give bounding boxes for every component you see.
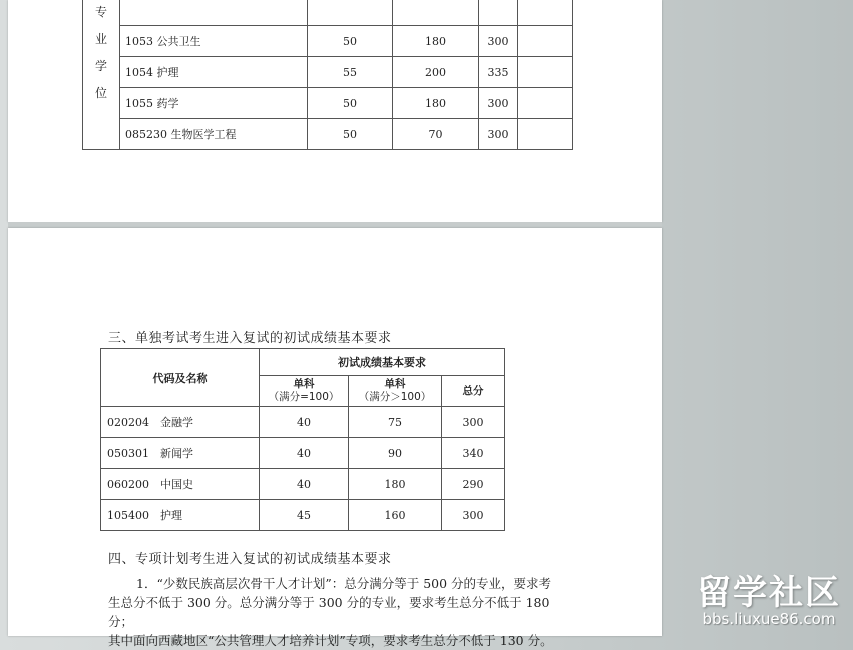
major-code: 105400 护理 xyxy=(101,500,260,531)
table-row xyxy=(101,469,505,500)
professional-degree-table xyxy=(82,0,573,150)
table-row xyxy=(101,500,505,531)
side-char: 学 xyxy=(94,58,107,73)
major-name: 085230 生物医学工程 xyxy=(120,119,308,150)
watermark-logo: 留学社区 xyxy=(697,573,841,613)
special-plan-paragraph xyxy=(108,574,578,650)
score-cell: 200 xyxy=(393,57,479,88)
header-total xyxy=(442,376,505,407)
score-cell: 160 xyxy=(349,500,442,531)
table-cell xyxy=(518,119,573,150)
score-cell: 40 xyxy=(260,469,349,500)
score-cell: 180 xyxy=(393,88,479,119)
score-cell: 180 xyxy=(349,469,442,500)
header-line: 单科 xyxy=(293,378,315,390)
table-cell xyxy=(479,0,518,26)
major-code: 060200 中国史 xyxy=(101,469,260,500)
section-3-heading: 三、单独考试考生进入复试的初试成绩基本要求 xyxy=(108,331,392,346)
table-cell xyxy=(120,0,308,26)
major-code: 020204 金融学 xyxy=(101,407,260,438)
major-name: 1053 公共卫生 xyxy=(120,26,308,57)
table-cell xyxy=(518,26,573,57)
score-cell: 40 xyxy=(260,438,349,469)
paragraph-line: 其中面向西藏地区“公共管理人才培养计划”专项，要求考生总分不低于 130 分。 xyxy=(108,633,553,648)
header-single-100 xyxy=(260,376,349,407)
score-cell: 300 xyxy=(479,26,518,57)
score-cell: 50 xyxy=(308,26,393,57)
side-char: 位 xyxy=(94,85,107,100)
score-cell: 300 xyxy=(442,500,505,531)
score-cell: 70 xyxy=(393,119,479,150)
site-watermark xyxy=(697,565,841,628)
header-single-over-100 xyxy=(349,376,442,407)
score-cell: 50 xyxy=(308,119,393,150)
header-code-name: 代码及名称 xyxy=(101,349,260,407)
major-name: 1055 药学 xyxy=(120,88,308,119)
professional-degree-label xyxy=(83,0,120,150)
score-cell: 55 xyxy=(308,57,393,88)
table-row xyxy=(101,407,505,438)
table-row xyxy=(83,88,573,119)
score-cell: 50 xyxy=(308,88,393,119)
major-code: 050301 新闻学 xyxy=(101,438,260,469)
table-cell xyxy=(308,0,393,26)
header-line: 总分 xyxy=(462,384,484,397)
table-cell xyxy=(518,57,573,88)
major-name: 1054 护理 xyxy=(120,57,308,88)
paragraph-line: 1．“少数民族高层次骨干人才计划”：总分满分等于 500 分的专业，要求考 xyxy=(136,576,552,591)
score-cell: 300 xyxy=(442,407,505,438)
table-row xyxy=(83,57,573,88)
independent-exam-table xyxy=(100,348,505,531)
table-cell xyxy=(518,0,573,26)
score-cell: 340 xyxy=(442,438,505,469)
document-page-2 xyxy=(8,228,662,648)
header-line: （满分＞100） xyxy=(358,391,432,403)
header-requirements: 初试成绩基本要求 xyxy=(260,349,505,376)
table-cell xyxy=(518,88,573,119)
score-cell: 290 xyxy=(442,469,505,500)
score-cell: 300 xyxy=(479,88,518,119)
side-char: 专 xyxy=(94,4,107,19)
table-row xyxy=(83,26,573,57)
paragraph-line: 生总分不低于 300 分。总分满分等于 300 分的专业，要求考生总分不低于 180 分； xyxy=(108,595,550,629)
score-cell: 335 xyxy=(479,57,518,88)
table-cell xyxy=(393,0,479,26)
header-line: （满分=100） xyxy=(268,391,340,403)
score-cell: 75 xyxy=(349,407,442,438)
side-char: 业 xyxy=(94,31,107,46)
table-row xyxy=(101,438,505,469)
score-cell: 300 xyxy=(479,119,518,150)
header-line: 单科 xyxy=(384,378,406,390)
score-cell: 180 xyxy=(393,26,479,57)
watermark-url: bbs.liuxue86.com xyxy=(702,610,836,628)
score-cell: 40 xyxy=(260,407,349,438)
section-4-heading: 四、专项计划考生进入复试的初试成绩基本要求 xyxy=(108,552,392,567)
table-row xyxy=(83,119,573,150)
score-cell: 90 xyxy=(349,438,442,469)
score-cell: 45 xyxy=(260,500,349,531)
document-page-1 xyxy=(8,0,662,222)
